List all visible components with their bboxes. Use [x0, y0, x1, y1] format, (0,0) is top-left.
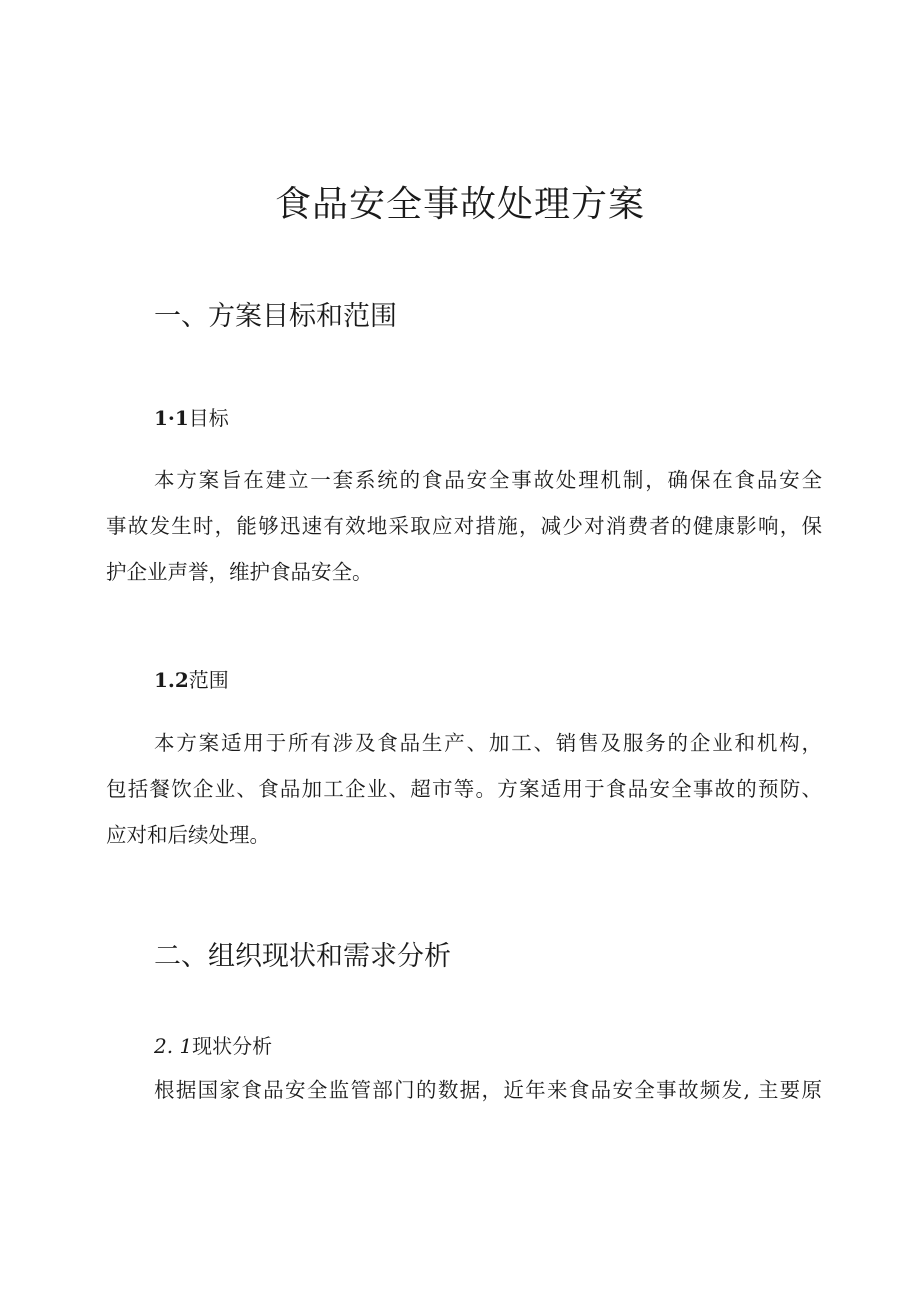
paragraph-line: 事故发生时，能够迅速有效地采取应对措施，减少对消费者的健康影响，保 [106, 514, 822, 538]
section-heading-1: 一、方案目标和范围 [154, 301, 397, 332]
paragraph-line: 应对和后续处理。 [106, 823, 270, 847]
document-title: 食品安全事故处理方案 [274, 184, 645, 225]
subsection-heading-1-1 [154, 402, 229, 431]
subsection-heading-1-2 [154, 664, 229, 693]
paragraph-line: 根据国家食品安全监管部门的数据，近年来食品安全事故频发, 主要原 [154, 1078, 822, 1102]
subsection-label: 目标 [188, 406, 229, 430]
paragraph-line: 护企业声誉，维护食品安全。 [106, 560, 373, 584]
subsection-label: 范围 [188, 668, 229, 692]
subsection-number: 1·1 [154, 406, 189, 430]
section-heading-2: 二、组织现状和需求分析 [154, 941, 451, 972]
paragraph-line: 包括餐饮企业、食品加工企业、超市等。方案适用于食品安全事故的预防、 [106, 777, 822, 801]
paragraph-line: 本方案旨在建立一套系统的食品安全事故处理机制，确保在食品安全 [154, 468, 822, 492]
subsection-number: 1.2 [154, 668, 189, 692]
subsection-label: 现状分析 [192, 1034, 273, 1058]
subsection-heading-2-1 [154, 1030, 272, 1059]
paragraph-scope [106, 720, 822, 858]
subsection-number: 2. 1 [154, 1034, 193, 1058]
paragraph-line: 本方案适用于所有涉及食品生产、加工、销售及服务的企业和机构， [154, 731, 822, 755]
paragraph-status [154, 1067, 822, 1113]
paragraph-goal [106, 457, 822, 595]
